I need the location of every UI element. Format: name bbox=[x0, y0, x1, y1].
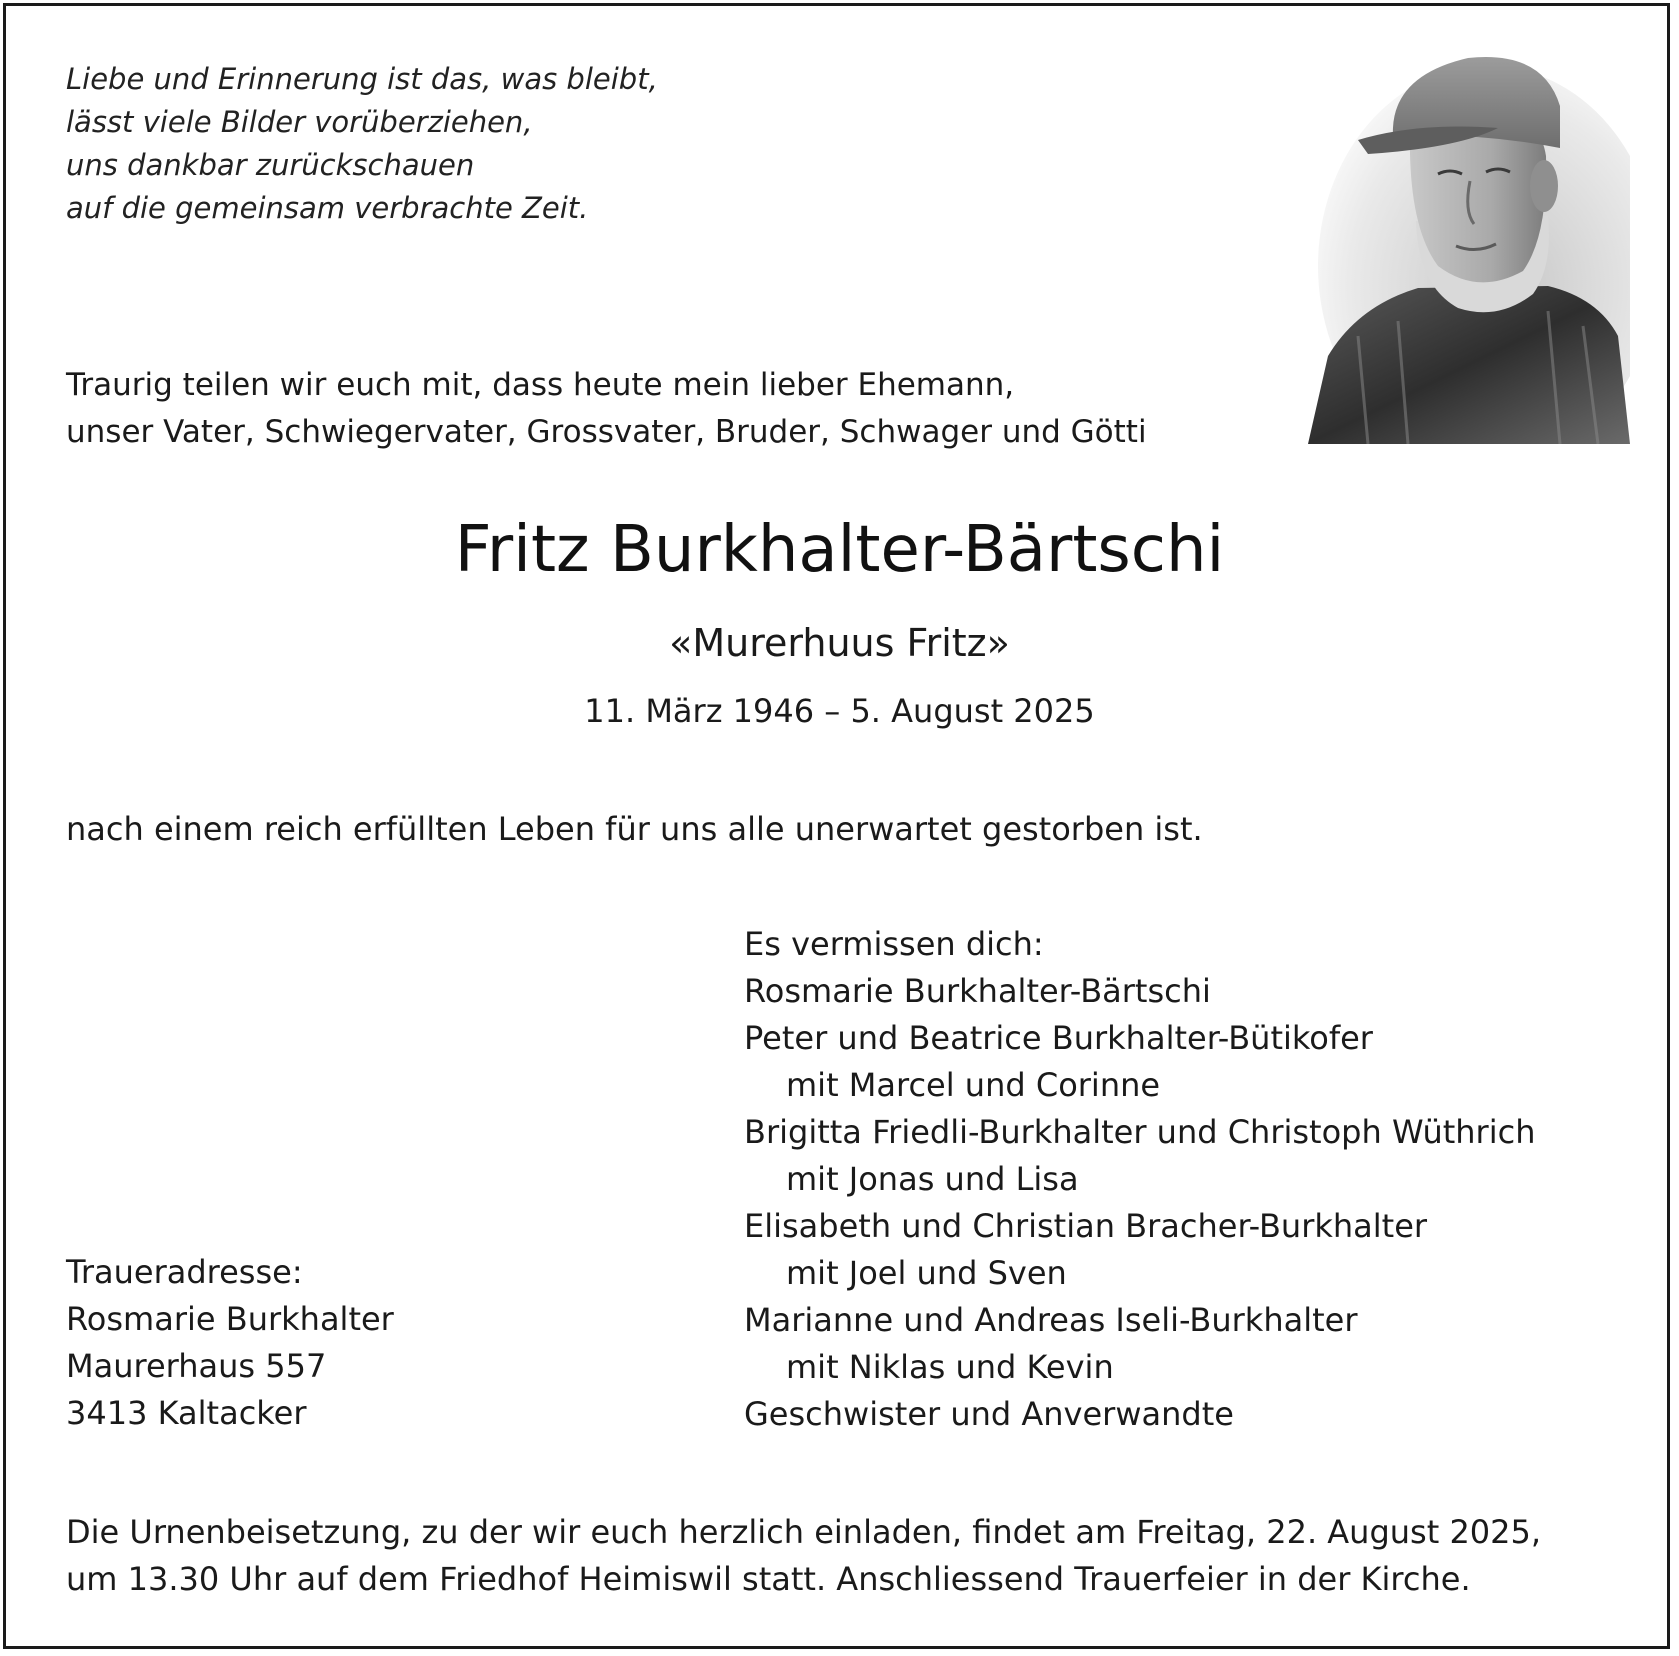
deceased-nickname: «Murerhuus Fritz» bbox=[669, 621, 1010, 665]
address-name: Rosmarie Burkhalter bbox=[66, 1300, 394, 1338]
mourner-line: Brigitta Friedli-Burkhalter und Christoph Wüthrich bbox=[744, 1113, 1536, 1151]
motto-line: auf die gemeinsam verbrachte Zeit. bbox=[66, 191, 589, 225]
mourners-list bbox=[744, 921, 1535, 1438]
intro-line: Traurig teilen wir euch mit, dass heute mein lieber Ehemann, bbox=[66, 367, 1015, 403]
address-street: Maurerhaus 557 bbox=[66, 1347, 327, 1385]
address-label: Traueradresse: bbox=[66, 1253, 303, 1291]
mourner-line: Peter und Beatrice Burkhalter-Bütikofer bbox=[744, 1019, 1373, 1057]
motto-line: lässt viele Bilder vorüberziehen, bbox=[66, 105, 533, 139]
intro-text bbox=[66, 362, 1147, 456]
mourner-children-line: mit Marcel und Corinne bbox=[786, 1066, 1161, 1104]
mourner-line: Rosmarie Burkhalter-Bärtschi bbox=[744, 972, 1211, 1010]
motto-line: Liebe und Erinnerung ist das, was bleibt, bbox=[66, 62, 658, 96]
funeral-info bbox=[66, 1509, 1541, 1603]
mourner-children-line: mit Joel und Sven bbox=[786, 1254, 1067, 1292]
intro-line: unser Vater, Schwiegervater, Grossvater, Bruder, Schwager und Götti bbox=[66, 414, 1147, 450]
mourner-line: Marianne und Andreas Iseli-Burkhalter bbox=[744, 1301, 1358, 1339]
mourner-children-line: mit Jonas und Lisa bbox=[786, 1160, 1079, 1198]
deceased-name: Fritz Burkhalter-Bärtschi bbox=[454, 513, 1225, 587]
portrait-icon bbox=[1298, 36, 1630, 444]
mourning-address bbox=[66, 1249, 394, 1437]
death-notice: nach einem reich erfüllten Leben für uns alle unerwartet gestorben ist. bbox=[66, 810, 1203, 848]
address-city: 3413 Kaltacker bbox=[66, 1394, 307, 1432]
funeral-line: um 13.30 Uhr auf dem Friedhof Heimiswil statt. Anschliessend Trauerfeier in der Kirche. bbox=[66, 1560, 1471, 1598]
portrait-photo bbox=[1298, 36, 1630, 444]
funeral-line: Die Urnenbeisetzung, zu der wir euch herzlich einladen, findet am Freitag, 22. August 2025, bbox=[66, 1513, 1542, 1551]
motto-line: uns dankbar zurückschauen bbox=[66, 148, 475, 182]
mourners-heading: Es vermissen dich: bbox=[744, 925, 1044, 963]
mourner-line: Elisabeth und Christian Bracher-Burkhalter bbox=[744, 1207, 1428, 1245]
motto-poem bbox=[66, 58, 658, 230]
mourner-children-line: mit Niklas und Kevin bbox=[786, 1348, 1114, 1386]
life-dates: 11. März 1946 – 5. August 2025 bbox=[584, 692, 1095, 730]
mourner-line: Geschwister und Anverwandte bbox=[744, 1395, 1234, 1433]
